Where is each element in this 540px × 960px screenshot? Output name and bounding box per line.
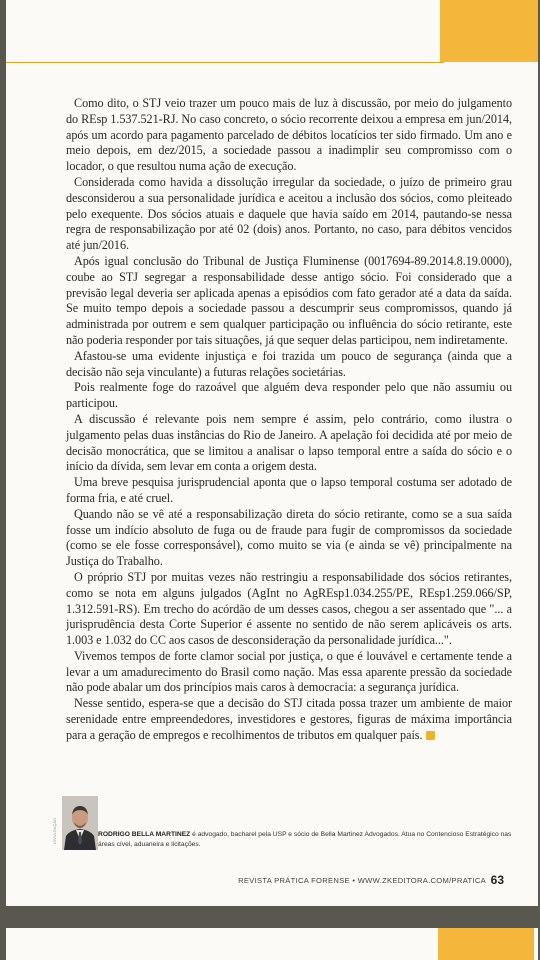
photo-credit: DIVULGAÇÃO: [52, 817, 57, 844]
author-description: é advogado, bacharel pela USP e sócio de Bella Martinez Advogados. Atua no Contencioso Estratégico nas áreas cível, aduaneira e licitações.: [98, 831, 512, 848]
paragraph: O próprio STJ por muitas vezes não restringiu a responsabilidade dos sócios retirantes, como se nota em alguns julgados (AgInt no AgREsp1.034.255/PE, REsp1.259.066/SP, 1.312.591-RS). Em trecho do acórdão de um desses casos, chegou a ser assentado que "... a jurisprudência desta Corte Superior é assente no sentido de não serem aplicáveis os arts. 1.003 e 1.032 do CC aos casos de desconsideração da personalidade jurídica...".: [66, 569, 512, 648]
paragraph: Afastou-se uma evidente injustiça e foi trazida um pouco de segurança (ainda que a decisão não seja vinculante) a futuras relações societárias.: [66, 348, 512, 379]
end-of-article-icon: [426, 731, 435, 740]
page-number: 63: [490, 873, 504, 887]
last-paragraph: [66, 696, 512, 743]
article-body: [66, 96, 512, 744]
paragraph: Considerada como havida a dissolução irregular da sociedade, o juízo de primeiro grau desconsiderou a sua personalidade jurídica e aceitou a inclusão dos sócios, como pleiteado pelo exequente. Dos sócios atuais e daquele que havia saído em 2014, pautando-se nessa regra de responsabilização por até 02 (dois) anos. Portanto, no caso, para débitos vencidos até jun/2016.: [66, 174, 512, 253]
paragraph-text: Nesse sentido, espera-se que a decisão do STJ citada possa trazer um ambiente de maior serenidade entre empreendedores, investidores e gestores, figuras de máxima importância para a geração de empregos e recolhimentos de tributos em qualquer país.: [66, 696, 512, 742]
author-photo: [62, 796, 98, 850]
paragraph: A discussão é relevante pois nem sempre é assim, pelo contrário, como ilustra o julgamento pelas duas instâncias do Rio de Janeiro. A apelação foi decidida até por meio de decisão monocrática, que se limitou a analisar o lapso temporal entre a saída do sócio e o início da dívida, sem levar em conta a origem desta.: [66, 411, 512, 474]
magazine-page: [6, 0, 538, 906]
next-page-accent-block: [438, 928, 534, 960]
header-accent-block: [440, 0, 538, 62]
author-portrait-icon: [62, 796, 98, 850]
paragraph: Uma breve pesquisa jurisprudencial aponta que o lapso temporal costuma ser adotado de forma fria, e até cruel.: [66, 475, 512, 505]
next-page-edge: [6, 928, 538, 960]
author-name: RODRIGO BELLA MARTINEZ: [98, 831, 191, 838]
paragraph: Quando não se vê até a responsabilização direta do sócio retirante, como se a sua saída fosse um indício absoluto de fuga ou de fraude para fugir de compromissos da sociedade (como se ele fosse corresponsável), como muito se via (e ainda se vê) principalmente na Justiça do Trabalho.: [66, 506, 512, 569]
paragraph: Vivemos tempos de forte clamor social por justiça, o que é louvável e certamente tende a levar a um amadurecimento do Brasil como nação. Mas essa aparente pressão da sociedade não pode abalar um dos princípios mais caros à democracia: a segurança jurídica.: [66, 648, 512, 695]
author-bio: [98, 830, 512, 850]
paragraph: Pois realmente foge do razoável que alguém deva responder pelo que não assumiu ou participou.: [66, 380, 512, 411]
paragraph: Após igual conclusão do Tribunal de Justiça Fluminense (0017694-89.2014.8.19.0000), coube ao STJ segregar a responsabilidade desse antigo sócio. Foi considerado que a previsão legal deveria ser aplicada apenas a episódios com fato gerador até a data da saída. Se muito tempo depois a sociedade passou a descumprir seus compromissos, quando já administrada por outrem e sem qualquer participação ou influência do sócio retirante, este não poderia responder por tais situações, já que sequer delas participou, nem indiretamente.: [66, 253, 512, 347]
publication-footer: REVISTA PRÁTICA FORENSE • WWW.ZKEDITORA.COM/PRATICA: [238, 876, 486, 885]
header-rule: [6, 0, 444, 63]
paragraph: Como dito, o STJ veio trazer um pouco mais de luz à discussão, por meio do julgamento do REsp 1.537.521-RJ. No caso concreto, o sócio recorrente deixou a empresa em jun/2014, após um acordo para pagamento parcelado de débitos locatícios ter sido firmado. Um ano e meio depois, em dez/2015, a sociedade passou a inadimplir seu compromisso com o locador, o que resultou numa ação de execução.: [66, 96, 512, 174]
